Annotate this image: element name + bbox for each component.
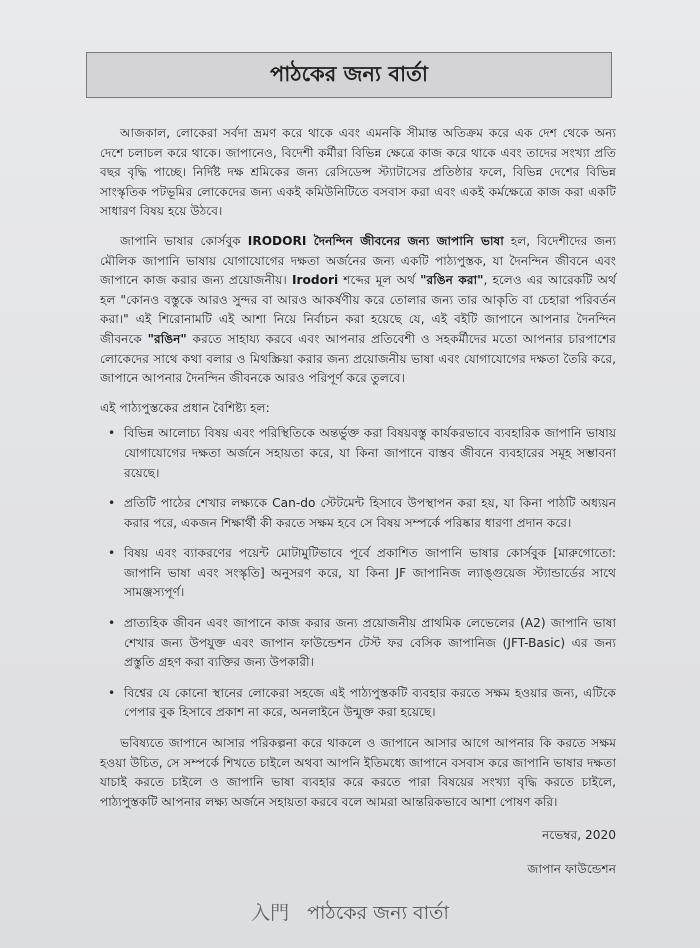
bullet-icon: •: [108, 616, 116, 631]
features-intro: এই পাঠ্যপুস্তকের প্রধান বৈশিষ্ট্য হল:: [100, 400, 270, 415]
list-item: [108, 494, 616, 533]
text: জাপানি ভাষার কোর্সবুক: [120, 233, 248, 248]
list-item-text: বিষয় এবং ব্যাকরণের পয়েন্ট মোটামুটিভাবে পূর্বে প্রকাশিত জাপানি ভাষার কোর্সবুক [মারুগোতো: জাপানি ভাষা এবং সংস্কৃতি] অনুসরণ করে, যা কিনা JF জাপানিজ ল্যাঙ্গুয়েজ স্ট্যান্ডার্ডের সাথে সামঞ্জস্যপূর্ণ।: [124, 546, 616, 600]
text: হল, বিদেশীদের জন্য মৌলিক জাপানি ভাষায় যোগাযোগের দক্ষতা অর্জনের জন্য একটি পাঠ্যপুস্তক, যা দৈনন্দিন জীবনে এবং জাপানে কাজ করার জন্য প্রয়োজনীয়।: [100, 233, 616, 288]
list-item-text: বিশ্বের যে কোনো স্থানের লোকেরা সহজে এই পাঠ্যপুস্তকটি ব্যবহার করতে সক্ষম হওয়ার জন্য, এটিকে পেপার বুক হিসাবে প্রকাশ না করে, অনলাইনে উন্মুক্ত করা হয়েছে।: [124, 685, 616, 720]
bullet-icon: •: [108, 546, 116, 561]
footer-title: পাঠকের জন্য বার্তা: [307, 902, 449, 924]
book-title: IRODORI দৈনন্দিন জীবনের জন্য জাপানি ভাষা: [247, 233, 504, 248]
list-item: [108, 684, 616, 723]
paragraph-intro: আজকাল, লোকেরা সর্বদা ভ্রমণ করে থাকে এবং এমনকি সীমান্ত অতিক্রম করে এক দেশ থেকে অন্য দেশে চলাচল করে থাকে। জাপানেও, বিদেশী কর্মীরা বিভিন্ন ক্ষেত্রে কাজ করে থাকে এবং তাদের সংখ্যা প্রতি বছর বৃদ্ধি পাচ্ছে। নির্দিষ্ট দক্ষ শ্রমিকের জন্য রেসিডেন্স স্ট্যাটাসের প্রতিষ্ঠার ফলে, বিভিন্ন দেশের বিভিন্ন সাংস্কৃতিক পটভূমির লোকেদের জন্য একই কমিউনিটিতে বসবাস করা এবং একই কর্মক্ষেত্রে কাজ করা একটি সাধারণ বিষয় হয়ে উঠবে।: [100, 126, 616, 219]
paragraph-irodori: [100, 232, 616, 389]
irodori-term: Irodori: [291, 273, 339, 288]
page-footer: [0, 898, 700, 931]
list-item-text: প্রতিটি পাঠের শেখার লক্ষ্যকে Can-do স্টেটমেন্ট হিসাবে উপস্থাপন করা হয়, যা কিনা পাঠটি অধ্যয়ন করার পরে, একজন শিক্ষার্থী কী করতে সক্ষম হবে সে বিষয় সম্পর্কে পরিষ্কার ধারণা প্রদান করে।: [124, 496, 616, 530]
list-item: [108, 614, 616, 673]
bullet-icon: •: [108, 496, 116, 511]
features-list: [100, 424, 616, 723]
document-body: [100, 124, 616, 880]
text: শব্দের মূল অর্থ: [338, 273, 421, 288]
list-item-text: বিভিন্ন আলোচ্য বিষয় এবং পরিস্থিতিকে অন্তর্ভুক্ত করা বিষয়বস্তু কার্যকরভাবে ব্যবহারিক জাপানি ভাষায় যোগাযোগের দক্ষতা অর্জনে সহায়তা করে, যা কিনা জাপানে বাস্তব জীবনে ব্যবহারের সমূহ সম্ভাবনা রয়েছে।: [124, 426, 616, 480]
page-title: পাঠকের জন্য বার্তা: [270, 61, 428, 86]
footer-kanji: 入門: [251, 902, 290, 924]
text: , হলেও এর আরেকটি অর্থ হল "কোনও বস্তুকে আরও সুন্দর বা আরও আকর্ষণীয় করে তোলার জন্য তার আকৃতি বা চেহারা পরিবর্তন করা।" এই শিরোনামটি এই আশা নিয়ে নির্বাচন করা হয়েছে যে, এই বইটি জাপানে আপনার দৈনন্দিন জীবনকে: [100, 273, 616, 346]
page-title-box: [86, 52, 612, 98]
signature: জাপান ফাউন্ডেশন: [527, 862, 616, 876]
date: নভেম্বর, 2020: [542, 828, 616, 843]
colorful-term: "রঙিন": [147, 331, 187, 346]
text: করতে সাহায্য করবে এবং আপনার প্রতিবেশী ও সহকর্মীদের মতো আপনার চারপাশের লোকেদের সাথে কথা বলার ও মিথস্ক্রিয়া করার জন্য প্রয়োজনীয় ভাষা এবং যোগাযোগের দক্ষতা তৈরি করে, জাপানে আপনার দৈনন্দিন জীবনকে আরও পরিপূর্ণ করে তুলবে।: [100, 331, 616, 386]
list-item: [108, 544, 616, 603]
list-item-text: প্রাত্যহিক জীবন এবং জাপানে কাজ করার জন্য প্রয়োজনীয় প্রাথমিক লেভেলের (A2) জাপানি ভাষা শেখার জন্য উপযুক্ত এবং জাপান ফাউন্ডেশন টেস্ট ফর বেসিক জাপানিজ (JFT-Basic) এর জন্য প্রস্তুতি গ্রহণ করা ব্যক্তির জন্য উপকারী।: [124, 616, 616, 670]
bullet-icon: •: [108, 426, 116, 441]
bullet-icon: •: [108, 685, 116, 700]
list-item: [108, 424, 616, 483]
meaning-term: "রঙিন করা": [420, 273, 484, 288]
paragraph-closing: ভবিষ্যতে জাপানে আসার পরিকল্পনা করে থাকলে ও জাপানে আসার আগে আপনার কি করতে সক্ষম হওয়া উচিত, সে সম্পর্কে শিখতে চাইলে অথবা আপনি ইতিমধ্যে জাপানে বসবাস করে জাপানি ভাষার দক্ষতা যাচাই করতে চাইলে ও জাপানি ভাষা ব্যবহার করে করতে পারা বিষয়ের সংখ্যা বৃদ্ধি করতে চাইলে, পাঠ্যপুস্তকটি আপনার লক্ষ্য অর্জনে সহায়তা করবে বলে আমরা আন্তরিকভাবে আশা পোষণ করি।: [100, 736, 616, 809]
